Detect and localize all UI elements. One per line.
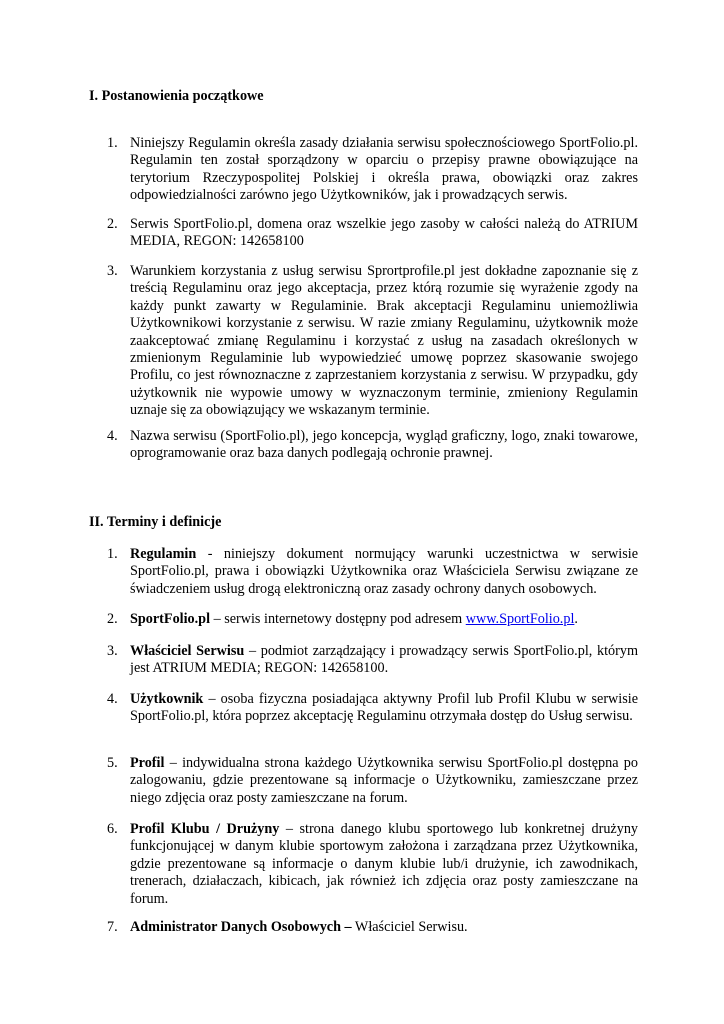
definition-body: – serwis internetowy dostępny pod adresem — [210, 611, 466, 627]
list-item — [107, 546, 638, 598]
definition-body-end: . — [574, 611, 578, 627]
list-number: 2. — [107, 216, 118, 232]
definition-term: Profil Klubu / Drużyny — [130, 821, 280, 837]
list-item — [107, 428, 638, 463]
definition-body: - niniejszy dokument normujący warunki uczestnictwa w serwisie SportFolio.pl, prawa i obowiązki Użytkownika oraz Właściciela Serwisu związane ze świadczeniem usług drogą elektroniczną oraz zasady ochrony danych osobowych. — [130, 546, 638, 597]
list-number: 4. — [107, 428, 118, 444]
list-number: 1. — [107, 546, 118, 562]
list-number: 2. — [107, 611, 118, 627]
definition-term: Użytkownik — [130, 691, 204, 707]
definition-text — [130, 821, 638, 908]
list-number: 1. — [107, 135, 118, 151]
definition-body: – osoba fizyczna posiadająca aktywny Profil lub Profil Klubu w serwisie SportFolio.pl, która poprzez akceptację Regulaminu otrzymała dostęp do Usług serwisu. — [130, 691, 638, 725]
list-number: 5. — [107, 755, 118, 771]
definition-text — [130, 755, 638, 807]
list-item — [107, 755, 638, 807]
definition-term: Administrator Danych Osobowych – — [130, 919, 352, 935]
list-item — [107, 135, 638, 205]
list-item — [107, 216, 638, 251]
list-number: 7. — [107, 919, 118, 935]
definition-body: – indywidualna strona każdego Użytkownika serwisu SportFolio.pl dostępna po zalogowaniu, gdzie prezentowane są informacje o Użytkowniku, zamieszczane przez niego zdjęcia oraz posty zamieszczane na forum. — [130, 755, 638, 806]
definition-text — [130, 611, 638, 628]
list-number: 3. — [107, 643, 118, 659]
definition-text — [130, 643, 638, 678]
definition-term: Profil — [130, 755, 165, 771]
paragraph-text: Niniejszy Regulamin określa zasady działania serwisu społecznościowego SportFolio.pl. Regulamin ten został sporządzony w oparciu o przepisy prawne obowiązujące na terytorium Rzeczypospolitej Polskiej i określa prawa, obowiązki oraz zakres odpowiedzialności zarówno jego Użytkowników, jak i prowadzących serwis. — [130, 135, 638, 204]
definition-text — [130, 691, 638, 726]
definition-term: Właściciel Serwisu — [130, 643, 245, 659]
definition-term: Regulamin — [130, 546, 197, 562]
list-number: 6. — [107, 821, 118, 837]
list-number: 4. — [107, 691, 118, 707]
list-number: 3. — [107, 263, 118, 279]
definition-term: SportFolio.pl — [130, 611, 211, 627]
definition-body: Właściciel Serwisu. — [351, 919, 468, 935]
paragraph-text: Nazwa serwisu (SportFolio.pl), jego koncepcja, wygląd graficzny, logo, znaki towarowe, oprogramowanie oraz baza danych podlegają ochronie prawnej. — [130, 428, 638, 462]
paragraph-text: Warunkiem korzystania z usług serwisu Sprortprofile.pl jest dokładne zapoznanie się z treścią Regulaminu oraz jego akceptacja, przez którą rozumie się wyrażenie zgody na każdy punkt zawarty w Regulaminie. Brak akceptacji Regulaminu uniemożliwia Użytkownikowi korzystanie z serwisu. W razie zmiany Regulaminu, użytkownik może zaakceptować zmianę Regulaminu i korzystać z usług na zasadach określonych w zmienionym Regulaminie lub wypowiedzieć umowę poprzez skasowanie swojego Profilu, co jest równoznaczne z zaprzestaniem korzystania z serwisu. W przypadku, gdy użytkownik nie wypowie umowy w wyznaczonym terminie, zmieniony Regulamin uznaje się za obowiązujący we wskazanym terminie. — [130, 263, 638, 419]
section-heading-terminy: II. Terminy i definicje — [89, 514, 222, 530]
list-item — [107, 821, 638, 908]
definition-body: – podmiot zarządzający i prowadzący serwis SportFolio.pl, którym jest ATRIUM MEDIA; REGON: 142658100. — [130, 643, 638, 677]
list-item — [107, 643, 638, 678]
definition-text — [130, 546, 638, 598]
section-heading-postanowienia: I. Postanowienia początkowe — [89, 88, 264, 104]
sportfolio-link[interactable]: www.SportFolio.pl — [465, 611, 575, 627]
list-item — [107, 691, 638, 726]
paragraph-text: Serwis SportFolio.pl, domena oraz wszelkie jego zasoby w całości należą do ATRIUM MEDIA, REGON: 142658100 — [130, 216, 638, 250]
list-item — [107, 263, 638, 420]
definition-text — [130, 919, 638, 936]
list-item — [107, 919, 638, 936]
definition-body: – strona danego klubu sportowego lub konkretnej drużyny funkcjonującej w danym klubie sportowym założona i zarządzana przez Użytkownika, gdzie prezentowane są informacje o danym klubie lub/i drużynie, ich zawodnikach, trenerach, działaczach, kibicach, jak również ich zdjęcia oraz posty zamieszczane na forum. — [130, 821, 639, 907]
list-item — [107, 611, 638, 628]
